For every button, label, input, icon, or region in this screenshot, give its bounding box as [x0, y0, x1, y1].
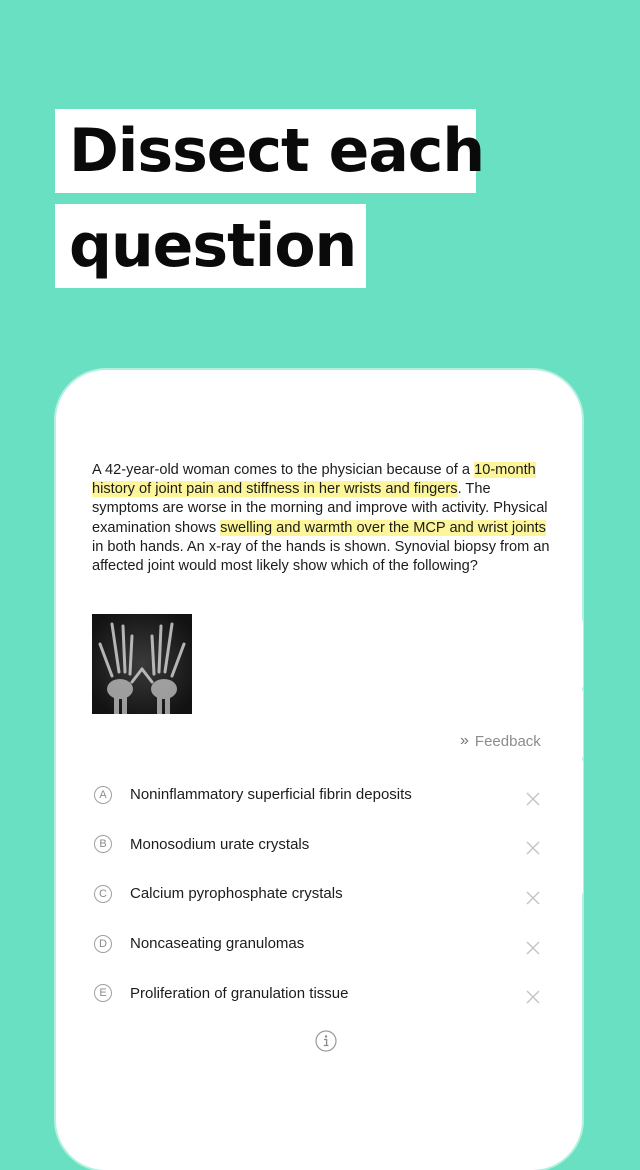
feedback-label: Feedback: [474, 732, 541, 750]
headline-line-2: question: [55, 204, 366, 288]
answer-letter-badge: B: [94, 835, 112, 853]
close-icon[interactable]: [526, 941, 540, 955]
close-icon[interactable]: [526, 792, 540, 806]
phone-side-button: [578, 690, 583, 758]
answer-option-d[interactable]: [92, 919, 552, 969]
answer-option-a[interactable]: [92, 770, 552, 820]
feedback-button[interactable]: [460, 730, 550, 752]
answer-text: Calcium pyrophosphate crystals: [130, 885, 343, 903]
answer-list: [92, 770, 552, 1018]
double-chevron-right-icon: »: [460, 732, 469, 749]
answer-letter-badge: A: [94, 786, 112, 804]
hand-xray-graphic: [92, 614, 192, 714]
info-icon[interactable]: [315, 1030, 337, 1052]
answer-option-b[interactable]: [92, 820, 552, 870]
phone-side-button: [578, 760, 583, 894]
answer-letter-badge: C: [94, 885, 112, 903]
close-icon[interactable]: [526, 841, 540, 855]
headline-line-1: Dissect each: [55, 109, 476, 193]
answer-option-e[interactable]: [92, 968, 552, 1018]
question-highlight[interactable]: swelling and warmth over the MCP and wrist joints: [220, 519, 546, 536]
answer-option-c[interactable]: [92, 869, 552, 919]
answer-text: Monosodium urate crystals: [130, 835, 310, 853]
close-icon[interactable]: [526, 891, 540, 905]
close-icon[interactable]: [526, 990, 540, 1004]
answer-text: Proliferation of granulation tissue: [130, 984, 349, 1002]
question-stem: [92, 461, 552, 576]
answer-letter-badge: E: [94, 984, 112, 1002]
answer-text: Noncaseating granulomas: [130, 935, 305, 953]
phone-side-button: [578, 620, 583, 688]
question-highlight[interactable]: 10-month history of joint pain and stiffness in her wrists and fingers: [92, 462, 536, 498]
answer-text: Noninflammatory superficial fibrin deposits: [130, 786, 412, 804]
question-text: A 42-year-old woman comes to the physician because of a: [92, 462, 475, 478]
question-text: in both hands. An x-ray of the hands is shown. Synovial biopsy from an affected joint would most likely show which of the following?: [92, 538, 550, 575]
answer-letter-badge: D: [94, 935, 112, 953]
question-text: . The symptoms are worse in the morning and improve with activity. Physical examination shows: [92, 481, 548, 536]
hand-xray-image[interactable]: [92, 614, 192, 714]
